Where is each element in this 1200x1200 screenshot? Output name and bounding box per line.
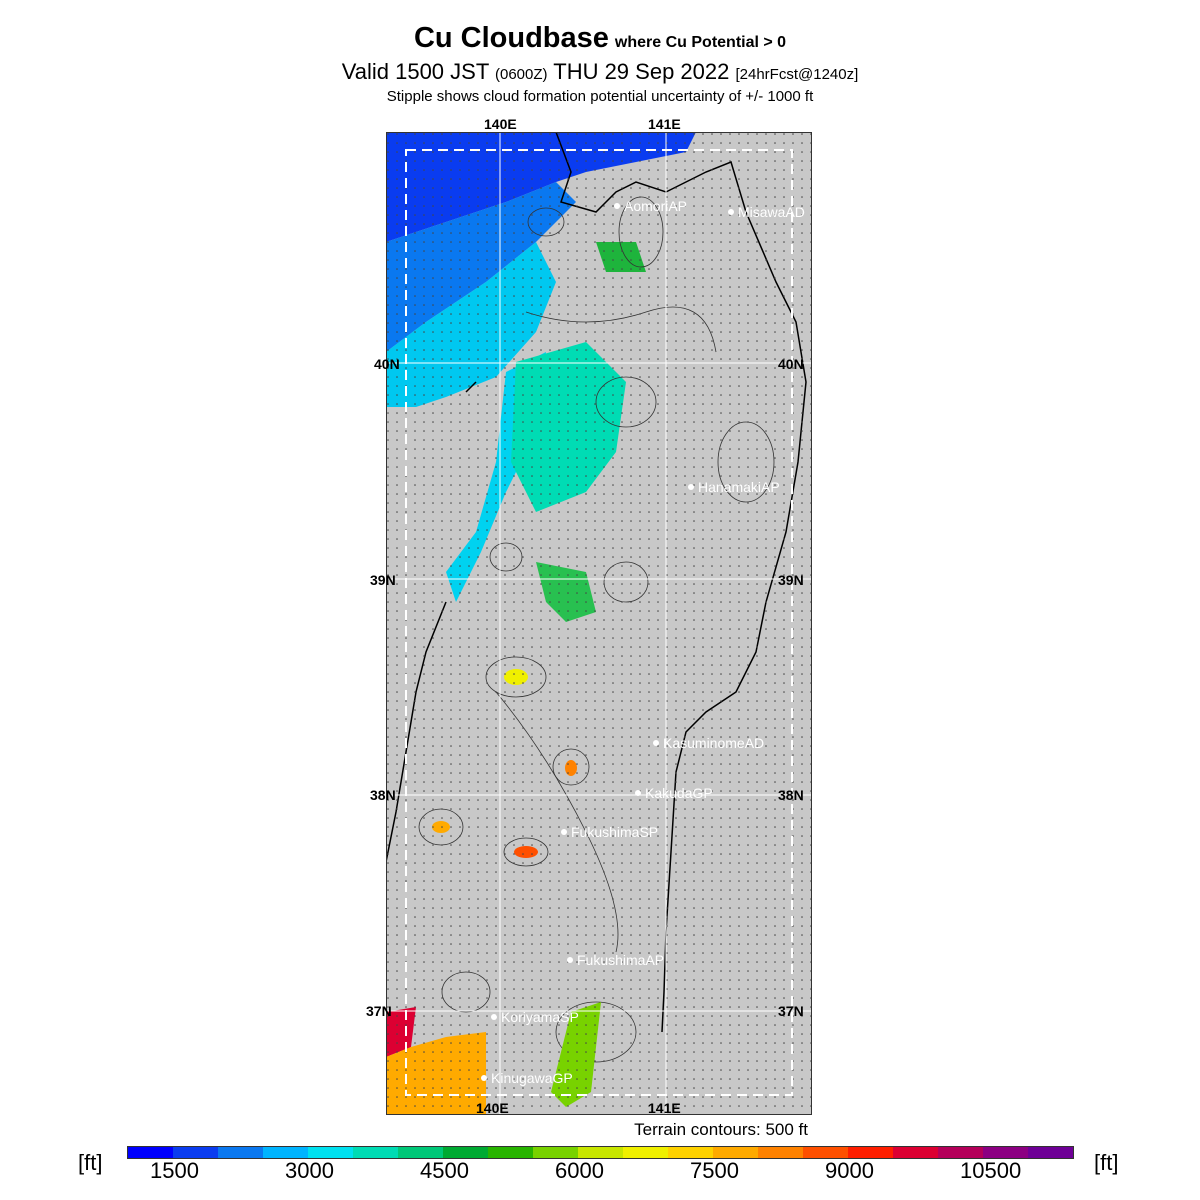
station-label: KasuminomeAD — [663, 735, 765, 751]
station-dot — [491, 1014, 497, 1020]
forecast-tag: [24hrFcst@1240z] — [735, 66, 859, 83]
terrain-contour-note: Terrain contours: 500 ft — [634, 1120, 808, 1139]
colorbar-swatch — [803, 1147, 848, 1158]
lat-label-right: 38N — [778, 787, 804, 803]
colorbar-tick-label: 7500 — [690, 1158, 739, 1183]
station-label: FukushimaSP — [571, 824, 659, 840]
colorbar-swatch — [578, 1147, 623, 1158]
lat-label-right: 39N — [778, 572, 804, 588]
lat-label-left: 37N — [366, 1003, 392, 1019]
colorbar-swatch — [623, 1147, 668, 1158]
colorbar-swatch — [173, 1147, 218, 1158]
lon-label-bottom: 141E — [648, 1100, 681, 1116]
colorbar-swatch — [128, 1147, 173, 1158]
colorbar-tick-label: 1500 — [150, 1158, 199, 1183]
station-label: KinugawaGP — [491, 1070, 573, 1086]
colorbar-swatch — [758, 1147, 803, 1158]
lat-label-left: 39N — [370, 572, 396, 588]
title-main-suffix: where Cu Potential > 0 — [614, 34, 787, 51]
title-main: Cu Cloudbase — [413, 22, 609, 54]
station-label: FukushimaAP — [577, 952, 665, 968]
subtitle: Stipple shows cloud formation potential uncertainty of +/- 1000 ft — [386, 88, 814, 105]
colorbar-swatch — [713, 1147, 758, 1158]
lon-label-top: 141E — [648, 116, 681, 132]
lat-label-left: 38N — [370, 787, 396, 803]
station-label: KakudaGP — [645, 785, 713, 801]
colorbar-swatch — [893, 1147, 938, 1158]
station-label: AomoriAP — [624, 198, 688, 214]
valid-prefix: Valid 1500 JST — [341, 59, 489, 84]
colorbar-swatch — [443, 1147, 488, 1158]
colorbar-swatch — [1028, 1147, 1073, 1158]
lat-label-right: 37N — [778, 1003, 804, 1019]
lat-label-left: 40N — [374, 356, 400, 372]
colorbar-tick-label: 6000 — [555, 1158, 604, 1183]
colorbar-tick-label: 4500 — [420, 1158, 469, 1183]
colorbar-swatch — [848, 1147, 893, 1158]
station-dot — [688, 484, 694, 490]
colorbar-swatch — [308, 1147, 353, 1158]
colorbar-swatch — [533, 1147, 578, 1158]
station-dot — [481, 1075, 487, 1081]
lon-label-bottom: 140E — [476, 1100, 509, 1116]
station-dot — [728, 209, 734, 215]
station-label: MisawaAD — [738, 204, 805, 220]
colorbar-tick-label: 10500 — [960, 1158, 1022, 1183]
colorbar-swatch — [353, 1147, 398, 1158]
colorbar-swatch — [668, 1147, 713, 1158]
valid-z: (0600Z) — [495, 66, 548, 83]
valid-date: THU 29 Sep 2022 — [553, 59, 730, 84]
lon-label-top: 140E — [484, 116, 517, 132]
colorbar-tick-label: 9000 — [825, 1158, 874, 1183]
colorbar-swatch — [218, 1147, 263, 1158]
lat-label-right: 40N — [778, 356, 804, 372]
colorbar-unit-right: [ft] — [1094, 1150, 1119, 1175]
station-dot — [635, 790, 641, 796]
station-dot — [653, 740, 659, 746]
colorbar-swatch — [488, 1147, 533, 1158]
colorbar-swatch — [263, 1147, 308, 1158]
station-label: HanamakiAP — [698, 479, 780, 495]
cloudbase-map — [386, 132, 812, 1115]
colorbar-tick-label: 3000 — [285, 1158, 334, 1183]
colorbar-swatch — [938, 1147, 983, 1158]
station-dot — [614, 203, 620, 209]
chart-title — [0, 22, 1200, 106]
colorbar-unit-left: [ft] — [78, 1150, 103, 1175]
station-dot — [561, 829, 567, 835]
colorbar-swatch — [398, 1147, 443, 1158]
colorbar-swatch — [983, 1147, 1028, 1158]
station-dot — [567, 957, 573, 963]
station-label: KoriyamaSP — [501, 1009, 579, 1025]
